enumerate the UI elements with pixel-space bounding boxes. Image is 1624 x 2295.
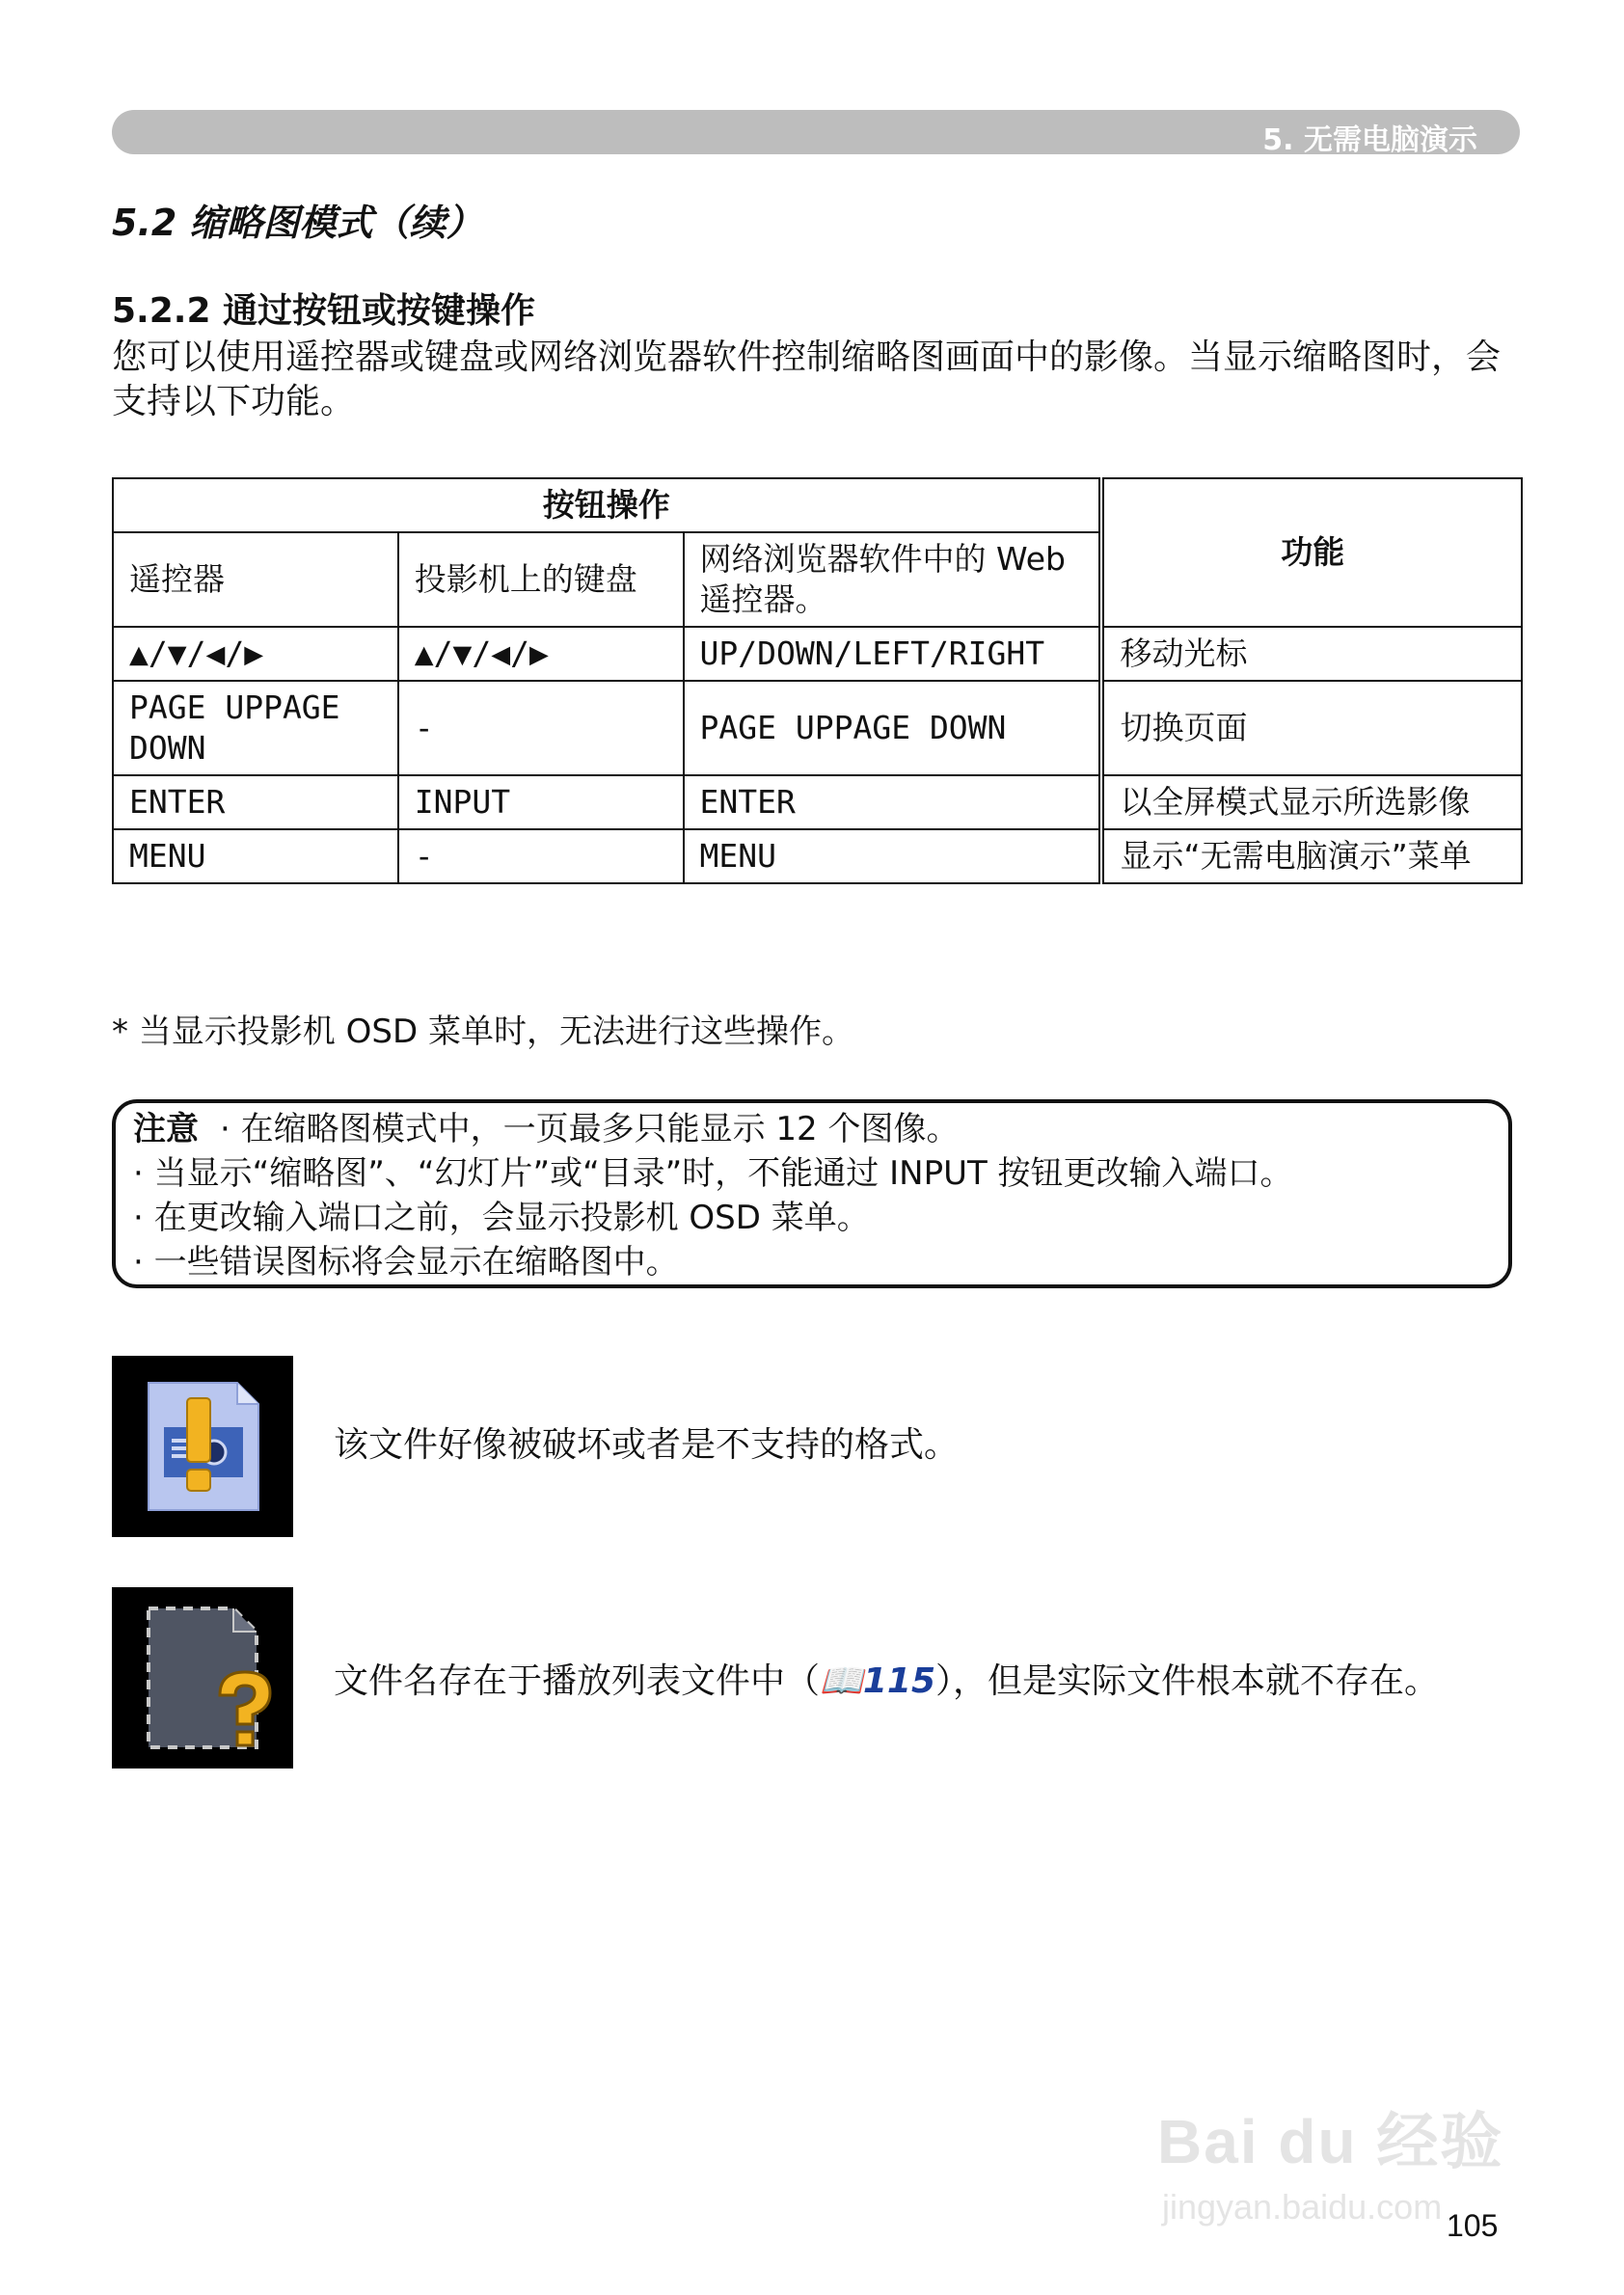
function-header: 功能: [1101, 478, 1522, 627]
subsection-title: 5.2.2 通过按钮或按键操作: [112, 291, 536, 331]
section-title: 5.2 缩略图模式（续）: [112, 202, 483, 244]
watermark-url: jingyan.baidu.com: [1162, 2187, 1443, 2227]
table-cell: 移动光标: [1101, 627, 1522, 681]
watermark-brand: Bai du 经验: [1157, 2107, 1504, 2176]
table-row: [113, 681, 1522, 775]
missing-file-icon: [112, 1587, 293, 1768]
table-row: [113, 627, 1522, 681]
table-cell: MENU: [684, 829, 1102, 883]
keypad-header: 投影机上的键盘: [398, 532, 684, 627]
broken-file-description: 该文件好像被破坏或者是不支持的格式。: [334, 1425, 960, 1465]
broken-file-icon: [112, 1356, 293, 1537]
table-cell: INPUT: [398, 775, 684, 829]
note-line: [133, 1107, 1491, 1151]
page-number: 105: [1447, 2208, 1499, 2243]
table-header-row: [113, 478, 1522, 532]
note-item: · 一些错误图标将会显示在缩略图中。: [133, 1243, 679, 1282]
page-reference-number: 115: [862, 1661, 935, 1701]
table-cell: 切换页面: [1101, 681, 1522, 775]
table-cell: ENTER: [684, 775, 1102, 829]
missing-file-text-before: 文件名存在于播放列表文件中（: [334, 1661, 821, 1701]
table-cell: 显示“无需电脑演示”菜单: [1101, 829, 1522, 883]
table-cell: ▲/▼/◀/▶: [113, 627, 398, 681]
button-operation-header: 按钮操作: [113, 478, 1101, 532]
web-remote-header: 网络浏览器软件中的 Web 遥控器。: [684, 532, 1102, 627]
table-cell: ▲/▼/◀/▶: [398, 627, 684, 681]
table-cell: 以全屏模式显示所选影像: [1101, 775, 1522, 829]
table-cell: MENU: [113, 829, 398, 883]
table-cell: PAGE UPPAGE DOWN: [113, 681, 398, 775]
note-box: [112, 1099, 1512, 1288]
note-item: · 当显示“缩略图”、“幻灯片”或“目录”时，不能通过 INPUT 按钮更改输入端口。: [133, 1154, 1293, 1193]
note-item: · 在更改输入端口之前，会显示投影机 OSD 菜单。: [133, 1199, 870, 1237]
table-row: [113, 829, 1522, 883]
table-cell: PAGE UPPAGE DOWN: [684, 681, 1102, 775]
table-cell: ENTER: [113, 775, 398, 829]
table-cell: -: [398, 829, 684, 883]
remote-header: 遥控器: [113, 532, 398, 627]
intro-paragraph: 您可以使用遥控器或键盘或网络浏览器软件控制缩略图画面中的影像。当显示缩略图时，会支持以下功能。: [112, 338, 1502, 421]
table-row: [113, 775, 1522, 829]
operations-table: [112, 477, 1523, 884]
note-label: 注意: [133, 1110, 199, 1148]
table-cell: -: [398, 681, 684, 775]
missing-file-text-after: ），但是实际文件根本就不存在。: [935, 1661, 1440, 1701]
chapter-title: 5. 无需电脑演示: [1262, 123, 1477, 157]
book-icon: 📖: [820, 1661, 863, 1701]
note-item: · 在缩略图模式中，一页最多只能显示 12 个图像。: [220, 1110, 960, 1148]
chapter-header-bar: [112, 110, 1520, 157]
footnote: * 当显示投影机 OSD 菜单时，无法进行这些操作。: [112, 1012, 854, 1051]
page-reference-link[interactable]: [820, 1661, 935, 1701]
table-cell: UP/DOWN/LEFT/RIGHT: [684, 627, 1102, 681]
missing-file-description: [334, 1654, 1439, 1703]
